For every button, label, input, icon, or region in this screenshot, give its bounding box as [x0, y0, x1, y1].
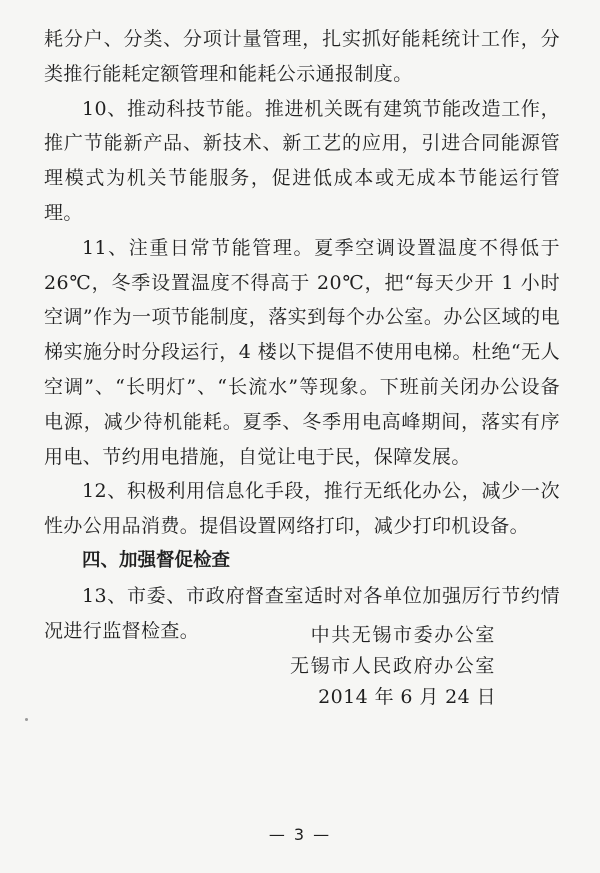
page-number: — 3 —: [268, 825, 332, 844]
signature-org-government: 无锡市人民政府办公室: [289, 655, 496, 677]
paragraph-item-12: 12、积极利用信息化手段，推行无纸化办公，减少一次性办公用品消费。提倡设置网络打印，减少打印机设备。: [44, 480, 560, 538]
paragraph-item-11: 11、注重日常节能管理。夏季空调设置温度不得低于 26℃，冬季设置温度不得高于 20℃，把“每天少开 1 小时空调”作为一项节能制度，落实到每个办公室。办公区域的电梯实施分时分段运行，4 楼以下提倡不使用电梯。杜绝“无人空调”、“长明灯”、“长流水”等现象。下班前关闭办公设备电源，减少待机能耗。夏季、冬季用电高峰期间，落实有序用电、节约用电措施，自觉让电于民，保障发展。: [44, 236, 560, 468]
section-heading-4: 四、加强督促检查: [82, 549, 231, 571]
signature-block: [290, 620, 496, 713]
paragraph-item-13: 13、市委、市政府督查室适时对各单位加强厉行节约情况进行监督检查。: [44, 584, 560, 642]
document-body: [44, 22, 560, 648]
paragraph-item-10: 10、推动科技节能。推进机关既有建筑节能改造工作，推广节能新产品、新技术、新工艺的应用，引进合同能源管理模式为机关节能服务，促进低成本或无成本节能运行管理。: [44, 97, 560, 224]
signature-date: 2014 年 6 月 24 日: [318, 686, 496, 708]
paragraph-continuation: 耗分户、分类、分项计量管理，扎实抓好能耗统计工作，分类推行能耗定额管理和能耗公示通报制度。: [44, 28, 560, 85]
signature-org-party: 中共无锡市委办公室: [310, 624, 496, 646]
scan-speck: [25, 718, 28, 721]
